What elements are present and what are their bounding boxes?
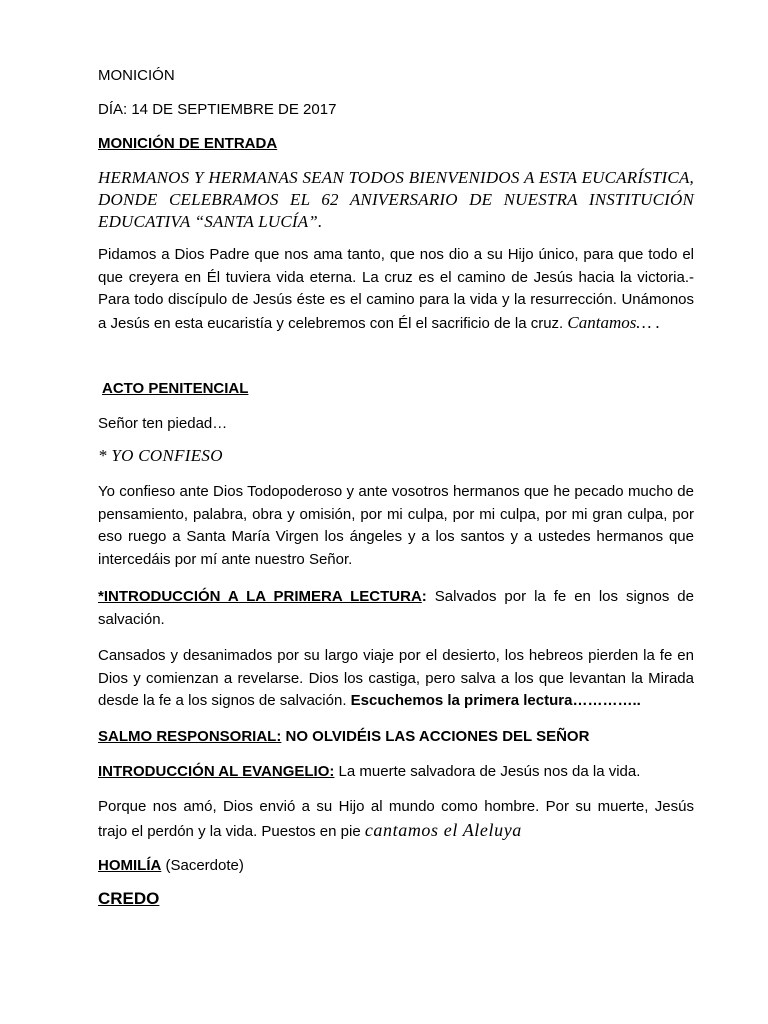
first-reading-subtitle: Salvados por la fe en los signos de salvación. xyxy=(98,588,694,628)
entrance-text: Pidamos a Dios Padre que nos ama tanto, que nos dio a su Hijo único, para que todo el que creyera en Él tuviera vida eterna. La cruz es el camino de Jesús hacia la victoria.- Para todo discípulo de Jesús éste es el camino para la vida y la resurrección. Unámonos a Jesús en esta eucaristía y celebremos con Él el sacrificio de la cruz. xyxy=(98,246,694,332)
first-reading-intro xyxy=(98,586,694,631)
first-reading-text: Cansados y desanimados por su largo viaje por el desierto, los hebreos pierden la fe en Dios y comienzan a revelarse. Dios los castiga, pero salva a los que levantan la Mirada desde la fe a los signos de salvación. xyxy=(98,647,694,709)
homily-note: (Sacerdote) xyxy=(161,857,244,874)
penitential-heading: ACTO PENITENCIAL xyxy=(102,380,249,397)
gospel-text: Porque nos amó, Dios envió a su Hijo al mundo como hombre. Por su muerte, Jesús trajo el perdón y la vida. Puestos en pie xyxy=(98,798,694,840)
psalm-line xyxy=(98,727,589,747)
entrance-cantamos: Cantamos… . xyxy=(567,312,660,332)
homily-heading: HOMILÍA xyxy=(98,857,162,874)
gospel-subtitle: La muerte salvadora de Jesús nos da la vida. xyxy=(334,763,641,780)
first-reading-listen: Escuchemos la primera lectura………….. xyxy=(346,692,641,709)
gospel-intro-line xyxy=(98,762,640,782)
gospel-heading: INTRODUCCIÓN AL EVANGELIO: xyxy=(98,763,335,780)
entrance-heading: MONICIÓN DE ENTRADA xyxy=(98,135,278,152)
entrance-paragraph xyxy=(98,244,694,335)
date-line: DÍA: 14 DE SEPTIEMBRE DE 2017 xyxy=(98,101,337,118)
confiteor-heading: * YO CONFIESO xyxy=(98,446,223,465)
gospel-cantamos: cantamos el Aleluya xyxy=(364,819,522,840)
welcome-text: HERMANOS Y HERMANAS SEAN TODOS BIENVENIDOS A ESTA EUCARÍSTICA, DONDE CELEBRAMOS EL 62 ANIVERSARIO DE NUESTRA INSTITUCIÓN EDUCATIVA “SANTA LUCÍA”. xyxy=(98,168,694,231)
document-title: MONICIÓN xyxy=(98,67,175,84)
credo-heading: CREDO xyxy=(98,889,160,908)
first-reading-colon: : xyxy=(421,588,427,605)
confiteor-text: Yo confieso ante Dios Todopoderoso y ante vosotros hermanos que he pecado mucho de pensamiento, palabra, obra y omisión, por mi culpa, por mi culpa, por mi gran culpa, por eso ruego a Santa María Virgen los ángeles y a los santos y a ustedes hermanos que intercedáis por mí ante nuestro Señor. xyxy=(98,483,694,568)
first-reading-paragraph xyxy=(98,645,694,713)
psalm-title: NO OLVIDÉIS LAS ACCIONES DEL SEÑOR xyxy=(281,728,590,745)
first-reading-heading: *INTRODUCCIÓN A LA PRIMERA LECTURA xyxy=(98,588,422,605)
gospel-paragraph xyxy=(98,796,694,843)
homily-line xyxy=(98,856,244,876)
psalm-heading: SALMO RESPONSORIAL: xyxy=(98,728,282,745)
lord-mercy-line: Señor ten piedad… xyxy=(98,415,228,432)
